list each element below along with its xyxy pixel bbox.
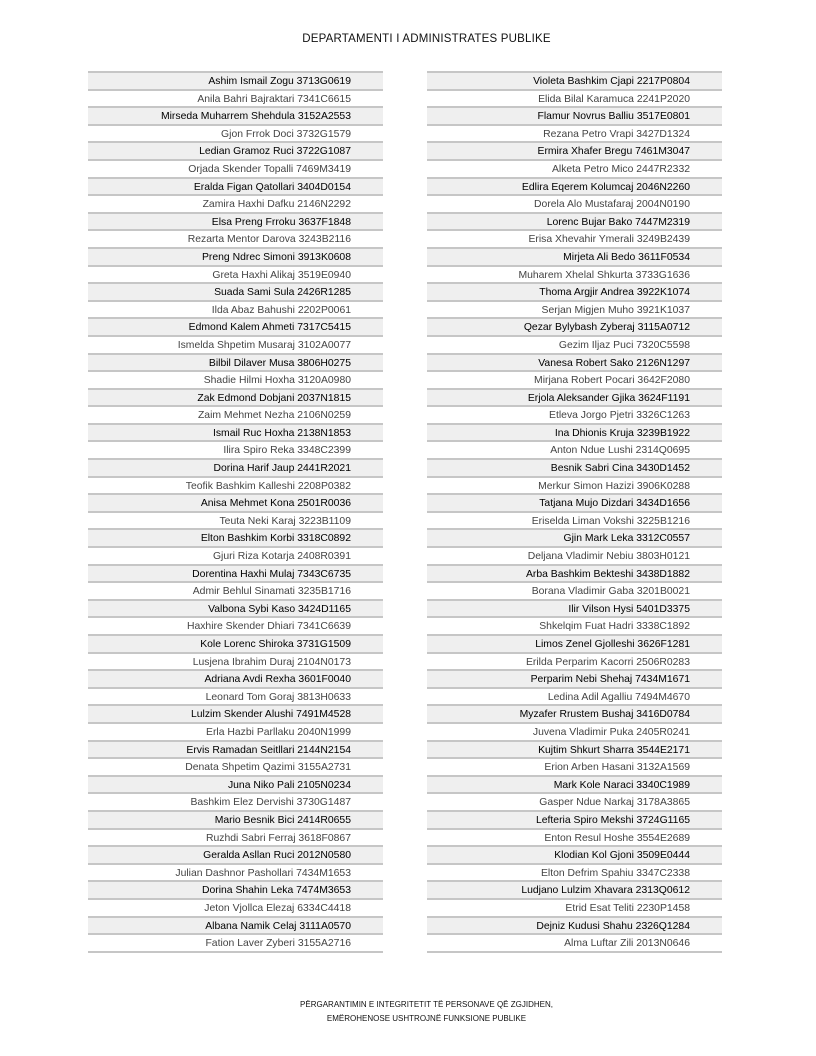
list-item: Juna Niko Pali 2105N0234 xyxy=(88,775,383,793)
list-item: Geralda Asllan Ruci 2012N0580 xyxy=(88,845,383,863)
list-item: Besnik Sabri Cina 3430D1452 xyxy=(427,458,722,476)
list-item: Arba Bashkim Bekteshi 3438D1882 xyxy=(427,564,722,582)
right-name-list xyxy=(427,71,722,953)
list-item: Lusjena Ibrahim Duraj 2104N0173 xyxy=(88,652,383,670)
list-item: Zaim Mehmet Nezha 2106N0259 xyxy=(88,405,383,423)
left-name-list xyxy=(88,71,383,953)
list-item: Myzafer Rrustem Bushaj 3416D0784 xyxy=(427,704,722,722)
list-item: Gjin Mark Leka 3312C0557 xyxy=(427,528,722,546)
page-title: DEPARTAMENTI I ADMINISTRATES PUBLIKE xyxy=(302,33,551,45)
list-item: Violeta Bashkim Cjapi 2217P0804 xyxy=(427,71,722,89)
list-item: Gjuri Riza Kotarja 2408R0391 xyxy=(88,546,383,564)
list-item: Lefteria Spiro Mekshi 3724G1165 xyxy=(427,810,722,828)
list-item: Fation Laver Zyberi 3155A2716 xyxy=(88,933,383,951)
list-item: Adriana Avdi Rexha 3601F0040 xyxy=(88,669,383,687)
list-item: Rezana Petro Vrapi 3427D1324 xyxy=(427,124,722,142)
list-item: Lorenc Bujar Bako 7447M2319 xyxy=(427,212,722,230)
list-item: Ilda Abaz Bahushi 2202P0061 xyxy=(88,300,383,318)
list-item: Ashim Ismail Zogu 3713G0619 xyxy=(88,71,383,89)
list-item: Erilda Perparim Kacorri 2506R0283 xyxy=(427,652,722,670)
list-item: Ermira Xhafer Bregu 7461M3047 xyxy=(427,141,722,159)
list-item: Limos Zenel Gjolleshi 3626F1281 xyxy=(427,634,722,652)
list-item: Dorina Harif Jaup 2441R2021 xyxy=(88,458,383,476)
list-item: Edmond Kalem Ahmeti 7317C5415 xyxy=(88,317,383,335)
list-item: Bilbil Dilaver Musa 3806H0275 xyxy=(88,353,383,371)
list-item: Borana Vladimir Gaba 3201B0021 xyxy=(427,581,722,599)
list-item: Qezar Bylybash Zyberaj 3115A0712 xyxy=(427,317,722,335)
list-item: Mirjana Robert Pocari 3642F2080 xyxy=(427,370,722,388)
list-item: Ina Dhionis Kruja 3239B1922 xyxy=(427,423,722,441)
list-item: Mirseda Muharrem Shehdula 3152A2553 xyxy=(88,106,383,124)
list-item: Klodian Kol Gjoni 3509E0444 xyxy=(427,845,722,863)
list-item: Ledian Gramoz Ruci 3722G1087 xyxy=(88,141,383,159)
list-item: Vanesa Robert Sako 2126N1297 xyxy=(427,353,722,371)
list-item: Alketa Petro Mico 2447R2332 xyxy=(427,159,722,177)
list-item: Dejniz Kudusi Shahu 2326Q1284 xyxy=(427,916,722,934)
list-item: Gjon Frrok Doci 3732G1579 xyxy=(88,124,383,142)
list-item: Erion Arben Hasani 3132A1569 xyxy=(427,757,722,775)
list-item: Perparim Nebi Shehaj 7434M1671 xyxy=(427,669,722,687)
list-item: Teuta Neki Karaj 3223B1109 xyxy=(88,511,383,529)
list-item: Dorela Alo Mustafaraj 2004N0190 xyxy=(427,194,722,212)
list-item: Dorentina Haxhi Mulaj 7343C6735 xyxy=(88,564,383,582)
list-item: Anisa Mehmet Kona 2501R0036 xyxy=(88,493,383,511)
list-item: Ruzhdi Sabri Ferraj 3618F0867 xyxy=(88,828,383,846)
list-item: Haxhire Skender Dhiari 7341C6639 xyxy=(88,616,383,634)
list-item: Dorina Shahin Leka 7474M3653 xyxy=(88,880,383,898)
list-item: Ilira Spiro Reka 3348C2399 xyxy=(88,440,383,458)
list-item: Admir Behlul Sinamati 3235B1716 xyxy=(88,581,383,599)
list-item: Leonard Tom Goraj 3813H0633 xyxy=(88,687,383,705)
list-item: Suada Sami Sula 2426R1285 xyxy=(88,282,383,300)
list-item: Elton Bashkim Korbi 3318C0892 xyxy=(88,528,383,546)
list-item: Thoma Argjir Andrea 3922K1074 xyxy=(427,282,722,300)
footer xyxy=(0,998,816,1026)
list-item: Etleva Jorgo Pjetri 3326C1263 xyxy=(427,405,722,423)
list-item: Ervis Ramadan Seitllari 2144N2154 xyxy=(88,740,383,758)
list-item: Mario Besnik Bici 2414R0655 xyxy=(88,810,383,828)
list-item: Anton Ndue Lushi 2314Q0695 xyxy=(427,440,722,458)
footer-line-1: PËRGARANTIMIN E INTEGRITETIT TË PERSONAVE QË ZGJIDHEN, xyxy=(300,1000,553,1009)
list-item: Shadie Hilmi Hoxha 3120A0980 xyxy=(88,370,383,388)
list-item: Eriselda Liman Vokshi 3225B1216 xyxy=(427,511,722,529)
list-item: Eralda Figan Qatollari 3404D0154 xyxy=(88,177,383,195)
list-item: Julian Dashnor Pashollari 7434M1653 xyxy=(88,863,383,881)
list-item: Ismelda Shpetim Musaraj 3102A0077 xyxy=(88,335,383,353)
list-item: Enton Resul Hoshe 3554E2689 xyxy=(427,828,722,846)
list-item: Gezim Iljaz Puci 7320C5598 xyxy=(427,335,722,353)
list-item: Kole Lorenc Shiroka 3731G1509 xyxy=(88,634,383,652)
footer-line-2: EMËROHENOSE USHTROJNË FUNKSIONE PUBLIKE xyxy=(326,1014,527,1023)
list-item: Rezarta Mentor Darova 3243B2116 xyxy=(88,229,383,247)
list-item: Flamur Novrus Balliu 3517E0801 xyxy=(427,106,722,124)
list-item: Denata Shpetim Qazimi 3155A2731 xyxy=(88,757,383,775)
list-item: Lulzim Skender Alushi 7491M4528 xyxy=(88,704,383,722)
list-item: Deljana Vladimir Nebiu 3803H0121 xyxy=(427,546,722,564)
list-item: Tatjana Mujo Dizdari 3434D1656 xyxy=(427,493,722,511)
list-item: Gasper Ndue Narkaj 3178A3865 xyxy=(427,792,722,810)
list-item: Erjola Aleksander Gjika 3624F1191 xyxy=(427,388,722,406)
list-item: Zak Edmond Dobjani 2037N1815 xyxy=(88,388,383,406)
list-item: Ludjano Lulzim Xhavara 2313Q0612 xyxy=(427,880,722,898)
list-item: Greta Haxhi Alikaj 3519E0940 xyxy=(88,265,383,283)
list-item: Zamira Haxhi Dafku 2146N2292 xyxy=(88,194,383,212)
list-item: Orjada Skender Topalli 7469M3419 xyxy=(88,159,383,177)
list-item: Preng Ndrec Simoni 3913K0608 xyxy=(88,247,383,265)
list-item: Mark Kole Naraci 3340C1989 xyxy=(427,775,722,793)
list-item: Jeton Vjollca Elezaj 6334C4418 xyxy=(88,898,383,916)
list-item: Elida Bilal Karamuca 2241P2020 xyxy=(427,89,722,107)
list-item: Erisa Xhevahir Ymerali 3249B2439 xyxy=(427,229,722,247)
list-item: Juvena Vladimir Puka 2405R0241 xyxy=(427,722,722,740)
list-item: Elton Defrim Spahiu 3347C2338 xyxy=(427,863,722,881)
list-item: Muharem Xhelal Shkurta 3733G1636 xyxy=(427,265,722,283)
list-item: Etrid Esat Teliti 2230P1458 xyxy=(427,898,722,916)
list-item: Anila Bahri Bajraktari 7341C6615 xyxy=(88,89,383,107)
list-item: Bashkim Elez Dervishi 3730G1487 xyxy=(88,792,383,810)
list-item: Ilir Vilson Hysi 5401D3375 xyxy=(427,599,722,617)
list-item: Edlira Eqerem Kolumcaj 2046N2260 xyxy=(427,177,722,195)
list-item: Kujtim Shkurt Sharra 3544E2171 xyxy=(427,740,722,758)
list-item: Elsa Preng Frroku 3637F1848 xyxy=(88,212,383,230)
list-item: Teofik Bashkim Kalleshi 2208P0382 xyxy=(88,476,383,494)
list-item: Serjan Migjen Muho 3921K1037 xyxy=(427,300,722,318)
list-item: Mirjeta Ali Bedo 3611F0534 xyxy=(427,247,722,265)
list-item: Shkelqim Fuat Hadri 3338C1892 xyxy=(427,616,722,634)
list-item: Valbona Sybi Kaso 3424D1165 xyxy=(88,599,383,617)
list-item: Merkur Simon Hazizi 3906K0288 xyxy=(427,476,722,494)
list-item: Alma Luftar Zili 2013N0646 xyxy=(427,933,722,951)
list-item: Albana Namik Celaj 3111A0570 xyxy=(88,916,383,934)
list-item: Erla Hazbi Parllaku 2040N1999 xyxy=(88,722,383,740)
list-item: Ismail Ruc Hoxha 2138N1853 xyxy=(88,423,383,441)
list-item: Ledina Adil Agalliu 7494M4670 xyxy=(427,687,722,705)
